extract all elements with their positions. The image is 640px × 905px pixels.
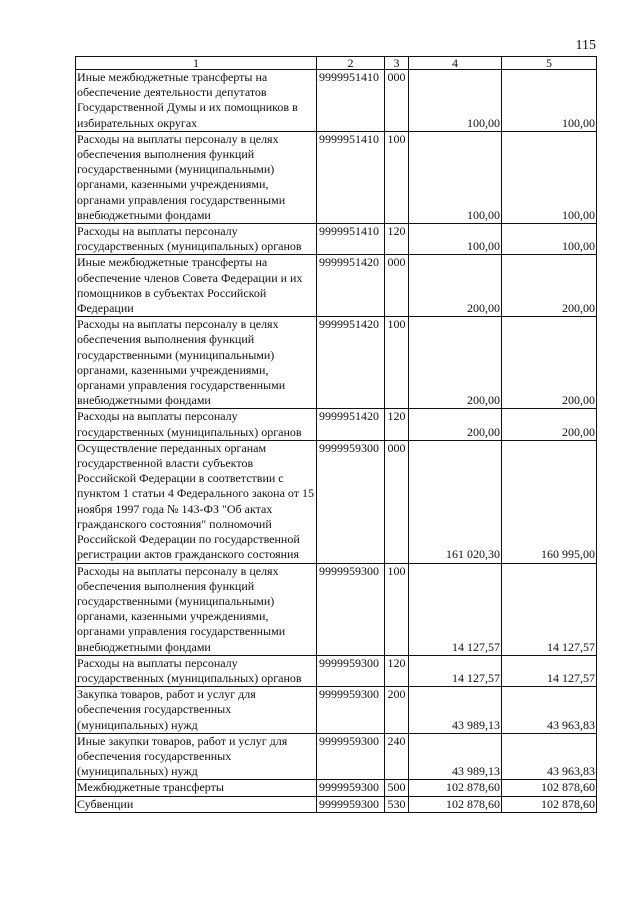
expense-type-cell: 530 xyxy=(385,796,409,812)
amount-col5-cell: 14 127,57 xyxy=(502,563,597,655)
amount-col5-cell: 160 995,00 xyxy=(502,440,597,563)
target-code-cell: 9999959300 xyxy=(317,440,385,563)
amount-col5-cell: 43 963,83 xyxy=(502,687,597,734)
table-row xyxy=(76,317,597,409)
table-row xyxy=(76,733,597,780)
target-code-cell: 9999959300 xyxy=(317,563,385,655)
amount-col5-cell: 14 127,57 xyxy=(502,655,597,686)
amount-col4-cell: 43 989,13 xyxy=(409,687,502,734)
table-row xyxy=(76,780,597,796)
expense-type-cell: 000 xyxy=(385,70,409,132)
amount-col5-cell: 100,00 xyxy=(502,131,597,223)
amount-col5-cell: 102 878,60 xyxy=(502,796,597,812)
amount-col4-cell: 161 020,30 xyxy=(409,440,502,563)
target-code-cell: 9999951410 xyxy=(317,131,385,223)
expense-type-cell: 100 xyxy=(385,317,409,409)
table-row xyxy=(76,655,597,686)
expense-type-cell: 240 xyxy=(385,733,409,780)
expense-name-cell: Расходы на выплаты персоналу государственных (муниципальных) органов xyxy=(76,409,317,440)
table-row xyxy=(76,563,597,655)
table-row xyxy=(76,255,597,317)
amount-col5-cell: 100,00 xyxy=(502,224,597,255)
target-code-cell: 9999959300 xyxy=(317,733,385,780)
table-row xyxy=(76,131,597,223)
amount-col4-cell: 14 127,57 xyxy=(409,655,502,686)
amount-col4-cell: 100,00 xyxy=(409,70,502,132)
expense-name-cell: Расходы на выплаты персоналу государственных (муниципальных) органов xyxy=(76,224,317,255)
amount-col5-cell: 200,00 xyxy=(502,317,597,409)
target-code-cell: 9999951420 xyxy=(317,317,385,409)
amount-col4-cell: 14 127,57 xyxy=(409,563,502,655)
amount-col4-cell: 200,00 xyxy=(409,255,502,317)
target-code-cell: 9999951420 xyxy=(317,255,385,317)
expense-type-cell: 120 xyxy=(385,224,409,255)
expense-name-cell: Расходы на выплаты персоналу в целях обеспечения выполнения функций государственными (муниципальными) органами, казенными учреждениями, органами управления государственными внебюджетными фондами xyxy=(76,563,317,655)
amount-col4-cell: 200,00 xyxy=(409,409,502,440)
expense-name-cell: Иные межбюджетные трансферты на обеспечение деятельности депутатов Государственной Думы и их помощников в избирательных округах xyxy=(76,70,317,132)
amount-col4-cell: 200,00 xyxy=(409,317,502,409)
expense-name-cell: Осуществление переданных органам государственной власти субъектов Российской Федерации в соответствии с пунктом 1 статьи 4 Федерального закона от 15 ноября 1997 года № 143-ФЗ "Об актах гражданского состояния" полномочий Российской Федерации по государственной регистрации актов гражданского состояния xyxy=(76,440,317,563)
expense-type-cell: 500 xyxy=(385,780,409,796)
target-code-cell: 9999951410 xyxy=(317,70,385,132)
table-row xyxy=(76,224,597,255)
table-row xyxy=(76,409,597,440)
amount-col4-cell: 102 878,60 xyxy=(409,796,502,812)
table-row xyxy=(76,70,597,132)
amount-col5-cell: 200,00 xyxy=(502,255,597,317)
amount-col4-cell: 43 989,13 xyxy=(409,733,502,780)
page-number: 115 xyxy=(575,38,596,53)
expense-type-cell: 100 xyxy=(385,563,409,655)
expense-type-cell: 000 xyxy=(385,440,409,563)
column-header: 3 xyxy=(385,57,409,70)
table-header-row xyxy=(76,57,597,70)
target-code-cell: 9999959300 xyxy=(317,796,385,812)
target-code-cell: 9999959300 xyxy=(317,687,385,734)
amount-col4-cell: 100,00 xyxy=(409,131,502,223)
column-header: 4 xyxy=(409,57,502,70)
expense-type-cell: 200 xyxy=(385,687,409,734)
target-code-cell: 9999959300 xyxy=(317,655,385,686)
amount-col4-cell: 100,00 xyxy=(409,224,502,255)
table-row xyxy=(76,687,597,734)
table-row xyxy=(76,440,597,563)
target-code-cell: 9999951410 xyxy=(317,224,385,255)
target-code-cell: 9999951420 xyxy=(317,409,385,440)
expense-type-cell: 120 xyxy=(385,655,409,686)
amount-col5-cell: 102 878,60 xyxy=(502,780,597,796)
budget-table xyxy=(75,56,597,813)
amount-col4-cell: 102 878,60 xyxy=(409,780,502,796)
expense-name-cell: Межбюджетные трансферты xyxy=(76,780,317,796)
expense-name-cell: Иные межбюджетные трансферты на обеспечение членов Совета Федерации и их помощников в субъектах Российской Федерации xyxy=(76,255,317,317)
target-code-cell: 9999959300 xyxy=(317,780,385,796)
table-row xyxy=(76,796,597,812)
amount-col5-cell: 200,00 xyxy=(502,409,597,440)
amount-col5-cell: 43 963,83 xyxy=(502,733,597,780)
expense-name-cell: Расходы на выплаты персоналу в целях обеспечения выполнения функций государственными (муниципальными) органами, казенными учреждениями, органами управления государственными внебюджетными фондами xyxy=(76,131,317,223)
expense-type-cell: 120 xyxy=(385,409,409,440)
amount-col5-cell: 100,00 xyxy=(502,70,597,132)
expense-type-cell: 100 xyxy=(385,131,409,223)
column-header: 2 xyxy=(317,57,385,70)
expense-type-cell: 000 xyxy=(385,255,409,317)
expense-name-cell: Расходы на выплаты персоналу государственных (муниципальных) органов xyxy=(76,655,317,686)
expense-name-cell: Закупка товаров, работ и услуг для обеспечения государственных (муниципальных) нужд xyxy=(76,687,317,734)
expense-name-cell: Расходы на выплаты персоналу в целях обеспечения выполнения функций государственными (муниципальными) органами, казенными учреждениями, органами управления государственными внебюджетными фондами xyxy=(76,317,317,409)
column-header: 5 xyxy=(502,57,597,70)
expense-name-cell: Субвенции xyxy=(76,796,317,812)
column-header: 1 xyxy=(76,57,317,70)
expense-name-cell: Иные закупки товаров, работ и услуг для обеспечения государственных (муниципальных) нужд xyxy=(76,733,317,780)
